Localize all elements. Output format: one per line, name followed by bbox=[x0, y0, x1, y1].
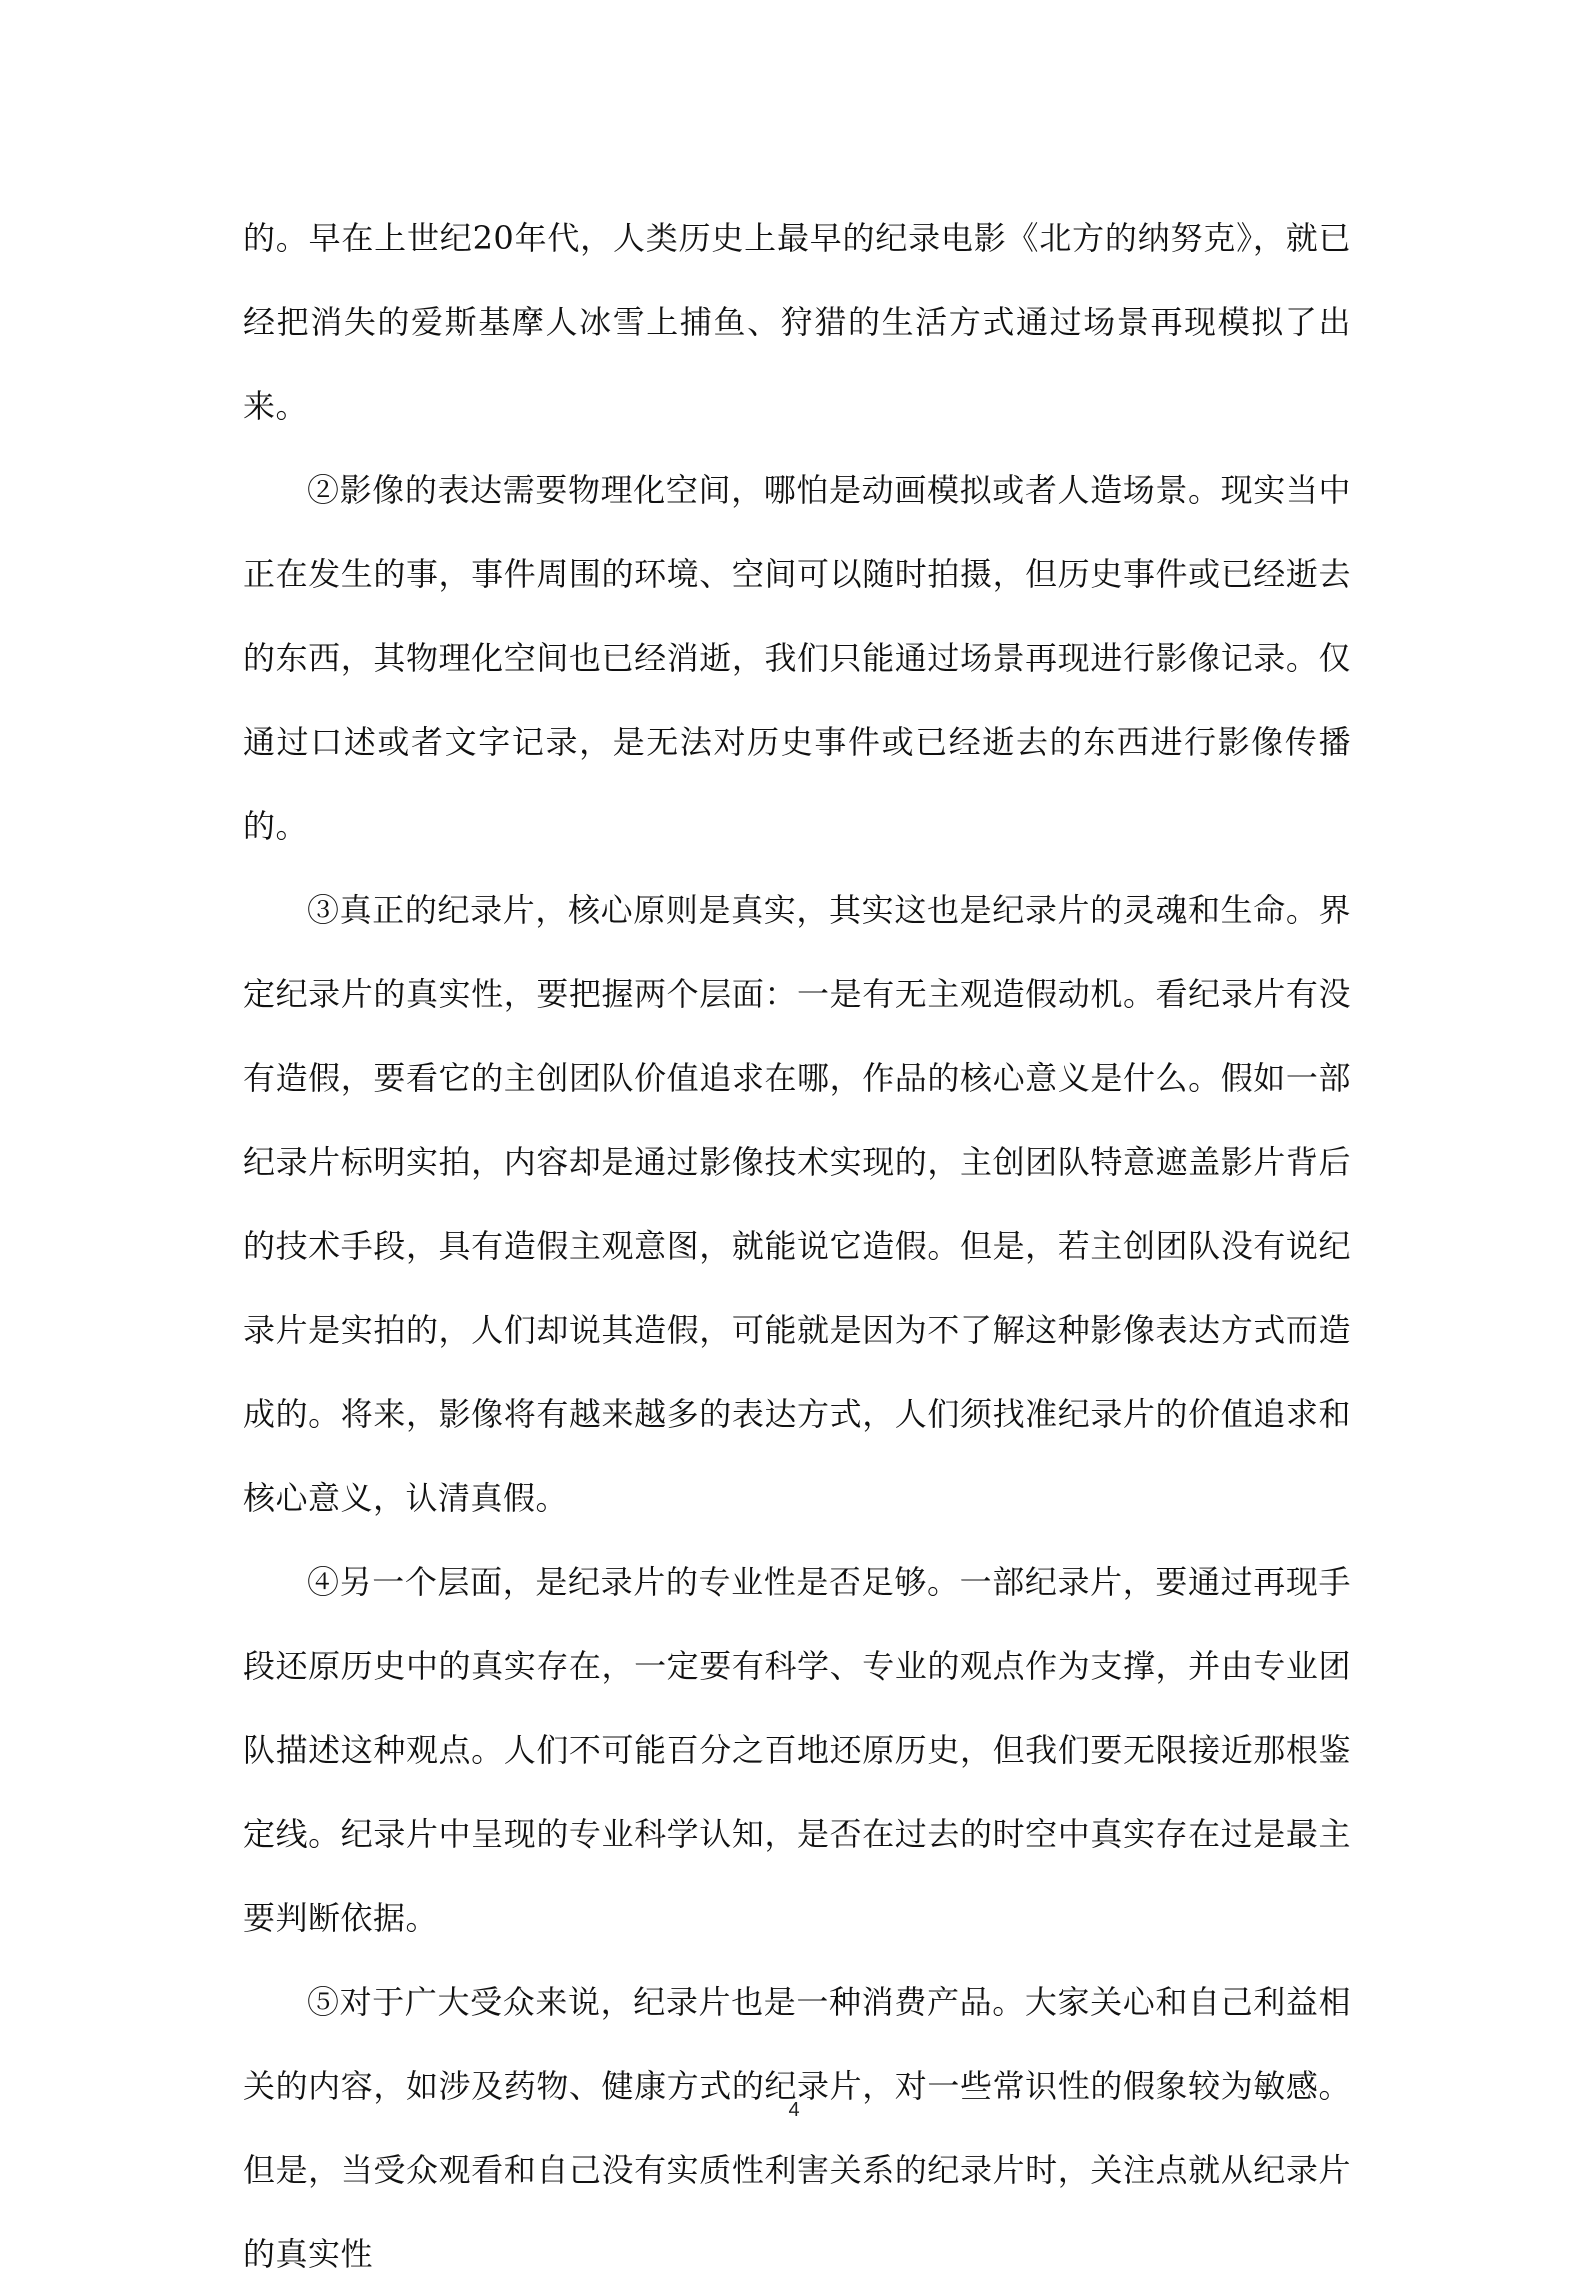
page-number: 4 bbox=[788, 2099, 800, 2121]
body-text bbox=[243, 196, 1351, 2296]
paragraph-5: ⑤对于广大受众来说，纪录片也是一种消费产品。大家关心和自己利益相关的内容，如涉及药物、健康方式的纪录片，对一些常识性的假象较为敏感。但是，当受众观看和自己没有实质性利害关系的纪录片时，关注点就从纪录片的真实性 bbox=[243, 1983, 1351, 2273]
paragraph-3: ③真正的纪录片，核心原则是真实，其实这也是纪录片的灵魂和生命。界定纪录片的真实性，要把握两个层面：一是有无主观造假动机。看纪录片有没有造假，要看它的主创团队价值追求在哪，作品的核心意义是什么。假如一部纪录片标明实拍，内容却是通过影像技术实现的，主创团队特意遮盖影片背后的技术手段，具有造假主观意图，就能说它造假。但是，若主创团队没有说纪录片是实拍的，人们却说其造假，可能就是因为不了解这种影像表达方式而造成的。将来，影像将有越来越多的表达方式，人们须找准纪录片的价值追求和核心意义，认清真假。 bbox=[243, 891, 1351, 1517]
paragraph-4: ④另一个层面，是纪录片的专业性是否足够。一部纪录片，要通过再现手段还原历史中的真实存在，一定要有科学、专业的观点作为支撑，并由专业团队描述这种观点。人们不可能百分之百地还原历史，但我们要无限接近那根鉴定线。纪录片中呈现的专业科学认知，是否在过去的时空中真实存在过是最主要判断依据。 bbox=[243, 1563, 1351, 1937]
paragraph-continuation: 的。早在上世纪20年代，人类历史上最早的纪录电影《北方的纳努克》，就已经把消失的爱斯基摩人冰雪上捕鱼、狩猎的生活方式通过场景再现模拟了出来。 bbox=[243, 219, 1351, 425]
paragraph-2: ②影像的表达需要物理化空间，哪怕是动画模拟或者人造场景。现实当中正在发生的事，事件周围的环境、空间可以随时拍摄，但历史事件或已经逝去的东西，其物理化空间也已经消逝，我们只能通过场景再现进行影像记录。仅通过口述或者文字记录，是无法对历史事件或已经逝去的东西进行影像传播的。 bbox=[243, 471, 1351, 845]
